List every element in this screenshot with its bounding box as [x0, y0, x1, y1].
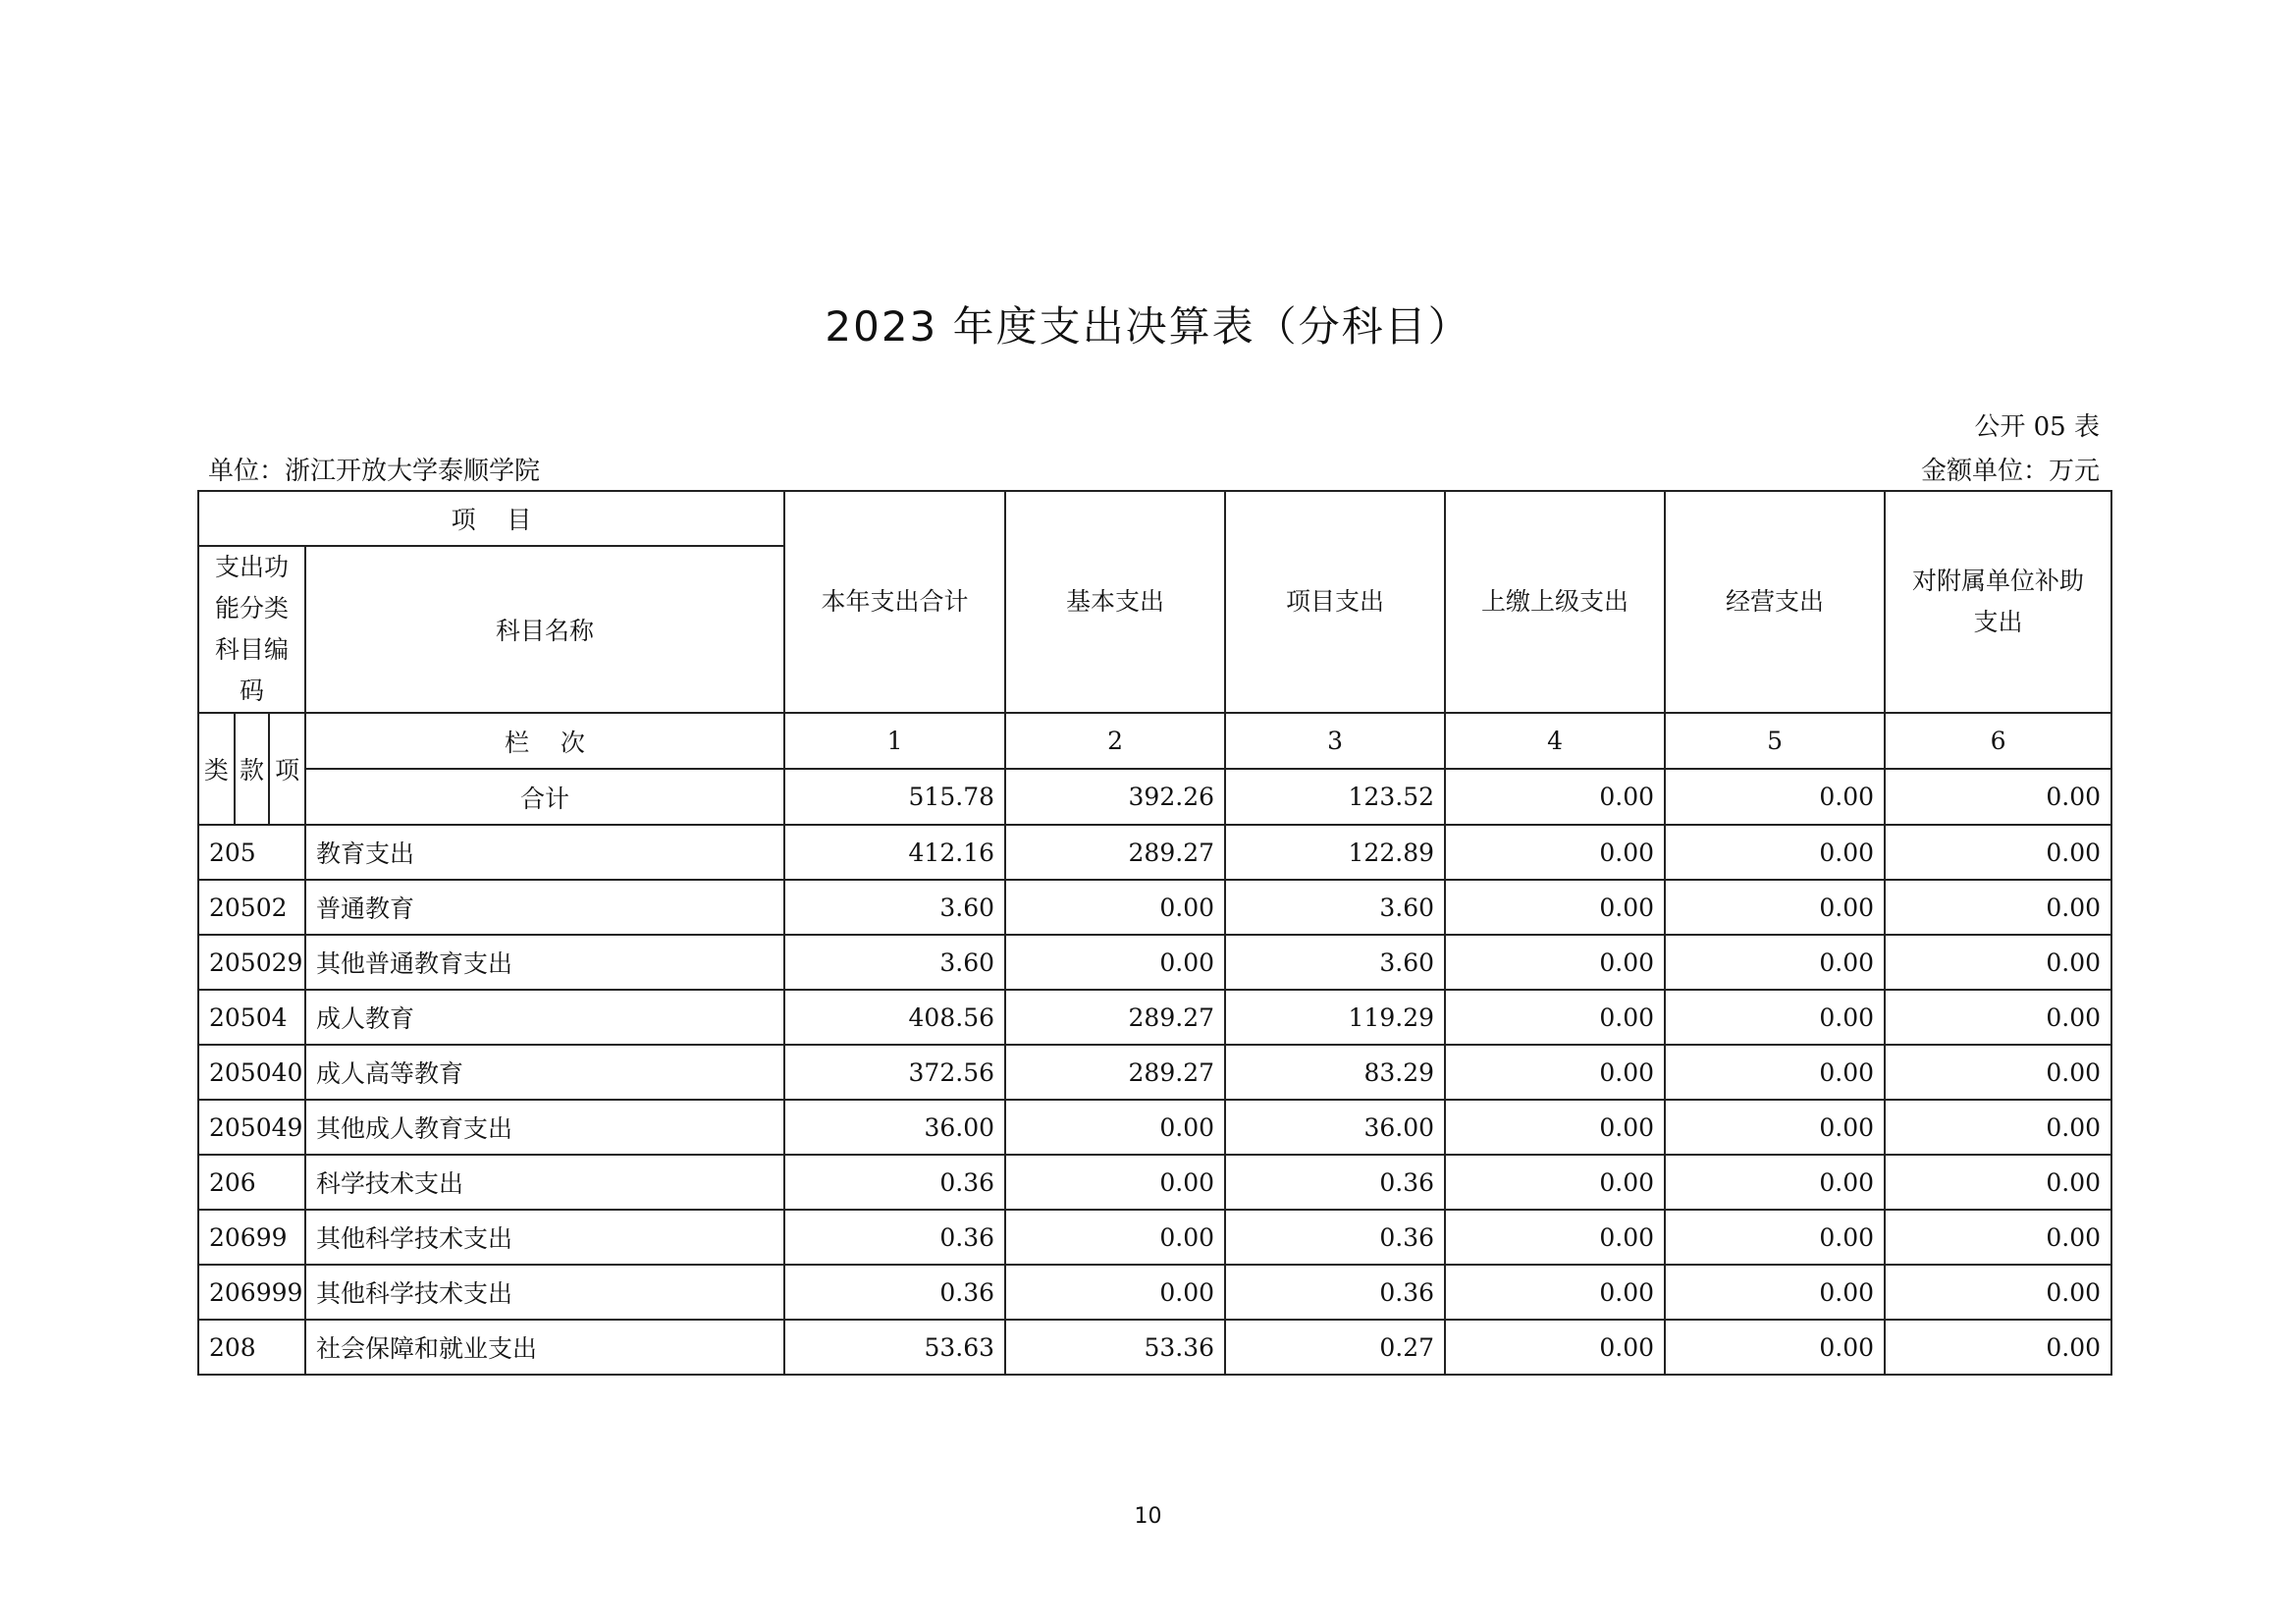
amount-cell: 412.16 — [784, 825, 1005, 880]
column-header: 基本支出 — [1005, 491, 1225, 713]
total-row — [198, 769, 2111, 825]
table-row — [198, 990, 2111, 1045]
column-header: 本年支出合计 — [784, 491, 1005, 713]
amount-cell: 0.00 — [1445, 1045, 1665, 1100]
amount-cell: 3.60 — [1225, 935, 1445, 990]
amount-cell: 0.00 — [1005, 1100, 1225, 1155]
amount-cell: 0.00 — [1885, 935, 2111, 990]
code-parts — [199, 714, 304, 824]
amount-cell: 0.00 — [1665, 1100, 1885, 1155]
amount-cell: 0.36 — [1225, 1265, 1445, 1320]
subject-code: 208 — [198, 1320, 305, 1375]
amount-cell: 0.00 — [1885, 1210, 2111, 1265]
subject-name: 普通教育 — [305, 880, 784, 935]
table-row — [198, 1265, 2111, 1320]
total-value: 0.00 — [1885, 769, 2111, 825]
table-row — [198, 825, 2111, 880]
amount-cell: 0.00 — [1445, 825, 1665, 880]
amount-cell: 408.56 — [784, 990, 1005, 1045]
total-value: 0.00 — [1445, 769, 1665, 825]
amount-cell: 0.00 — [1665, 990, 1885, 1045]
unit-label: 单位：浙江开放大学泰顺学院 — [208, 457, 541, 486]
code-part-item: 项 — [275, 756, 300, 785]
subject-name: 其他成人教育支出 — [305, 1100, 784, 1155]
amount-cell: 53.63 — [784, 1320, 1005, 1375]
amount-cell: 0.36 — [1225, 1155, 1445, 1210]
amount-cell: 36.00 — [1225, 1100, 1445, 1155]
amount-cell: 83.29 — [1225, 1045, 1445, 1100]
amount-cell: 0.00 — [1665, 935, 1885, 990]
subject-code: 205040 — [198, 1045, 305, 1100]
amount-cell: 122.89 — [1225, 825, 1445, 880]
amount-cell: 0.36 — [784, 1210, 1005, 1265]
amount-cell: 0.36 — [1225, 1210, 1445, 1265]
amount-cell: 0.00 — [1005, 880, 1225, 935]
subject-code: 20502 — [198, 880, 305, 935]
amount-cell: 0.00 — [1445, 990, 1665, 1045]
amount-cell: 0.00 — [1665, 1265, 1885, 1320]
amount-cell: 3.60 — [1225, 880, 1445, 935]
code-parts-cell — [198, 713, 305, 825]
amount-cell: 0.00 — [1445, 1320, 1665, 1375]
subject-code: 20699 — [198, 1210, 305, 1265]
amount-cell: 0.27 — [1225, 1320, 1445, 1375]
table-row — [198, 880, 2111, 935]
code-part-category: 类 — [199, 714, 235, 824]
table-row — [198, 1320, 2111, 1375]
amount-cell: 53.36 — [1005, 1320, 1225, 1375]
subject-code: 20504 — [198, 990, 305, 1045]
total-label: 合计 — [305, 769, 784, 825]
table-row — [198, 935, 2111, 990]
amount-cell: 289.27 — [1005, 1045, 1225, 1100]
column-header: 上缴上级支出 — [1445, 491, 1665, 713]
amount-cell: 0.36 — [784, 1155, 1005, 1210]
column-number: 4 — [1445, 713, 1665, 769]
subject-name: 成人教育 — [305, 990, 784, 1045]
column-header: 项目支出 — [1225, 491, 1445, 713]
amount-cell: 0.00 — [1445, 935, 1665, 990]
amount-cell: 0.00 — [1885, 825, 2111, 880]
page-number: 10 — [1134, 1504, 1162, 1529]
amount-cell: 36.00 — [784, 1100, 1005, 1155]
amount-cell: 0.00 — [1005, 1155, 1225, 1210]
expenditure-table — [197, 490, 2112, 1376]
amount-cell: 3.60 — [784, 880, 1005, 935]
subject-code: 206999 — [198, 1265, 305, 1320]
code-header: 支出功能分类科目编码 — [198, 546, 305, 713]
project-header: 项 目 — [198, 491, 784, 546]
column-number: 1 — [784, 713, 1005, 769]
amount-cell: 372.56 — [784, 1045, 1005, 1100]
amount-cell: 289.27 — [1005, 825, 1225, 880]
subject-code: 205049 — [198, 1100, 305, 1155]
total-value: 123.52 — [1225, 769, 1445, 825]
column-number: 3 — [1225, 713, 1445, 769]
column-number: 2 — [1005, 713, 1225, 769]
amount-cell: 0.00 — [1665, 1045, 1885, 1100]
amount-cell: 0.00 — [1885, 1320, 2111, 1375]
amount-cell: 0.00 — [1885, 990, 2111, 1045]
amount-cell: 0.00 — [1885, 880, 2111, 935]
row-label-header: 栏 次 — [305, 713, 784, 769]
table-row — [198, 1155, 2111, 1210]
subject-name: 成人高等教育 — [305, 1045, 784, 1100]
page-title: 2023 年度支出决算表（分科目） — [825, 302, 1471, 351]
subject-name-header: 科目名称 — [305, 546, 784, 713]
amount-cell: 0.00 — [1885, 1100, 2111, 1155]
amount-cell: 0.00 — [1665, 1155, 1885, 1210]
amount-cell: 0.00 — [1445, 1100, 1665, 1155]
total-value: 392.26 — [1005, 769, 1225, 825]
amount-cell: 0.00 — [1005, 1210, 1225, 1265]
amount-cell: 0.36 — [784, 1265, 1005, 1320]
subject-name: 其他科学技术支出 — [305, 1265, 784, 1320]
amount-cell: 0.00 — [1445, 1210, 1665, 1265]
subject-name: 其他普通教育支出 — [305, 935, 784, 990]
table-row — [198, 1045, 2111, 1100]
column-header: 对附属单位补助支出 — [1885, 491, 2111, 713]
amount-cell: 0.00 — [1445, 1155, 1665, 1210]
amount-cell: 0.00 — [1885, 1045, 2111, 1100]
subject-code: 206 — [198, 1155, 305, 1210]
total-value: 0.00 — [1665, 769, 1885, 825]
amount-cell: 0.00 — [1445, 880, 1665, 935]
table-row — [198, 1100, 2111, 1155]
amount-unit-label: 金额单位：万元 — [1920, 457, 2100, 486]
column-number: 6 — [1885, 713, 2111, 769]
subject-name: 科学技术支出 — [305, 1155, 784, 1210]
amount-cell: 0.00 — [1665, 880, 1885, 935]
subject-code: 205 — [198, 825, 305, 880]
subject-name: 社会保障和就业支出 — [305, 1320, 784, 1375]
amount-cell: 0.00 — [1005, 1265, 1225, 1320]
column-number: 5 — [1665, 713, 1885, 769]
subject-name: 教育支出 — [305, 825, 784, 880]
amount-cell: 0.00 — [1885, 1155, 2111, 1210]
subject-code: 205029 — [198, 935, 305, 990]
table-row — [198, 1210, 2111, 1265]
total-value: 515.78 — [784, 769, 1005, 825]
amount-cell: 0.00 — [1885, 1265, 2111, 1320]
amount-cell: 0.00 — [1665, 1210, 1885, 1265]
amount-cell: 0.00 — [1005, 935, 1225, 990]
amount-cell: 0.00 — [1665, 1320, 1885, 1375]
amount-cell: 0.00 — [1665, 825, 1885, 880]
form-number: 公开 05 表 — [1974, 412, 2100, 442]
column-header: 经营支出 — [1665, 491, 1885, 713]
amount-cell: 289.27 — [1005, 990, 1225, 1045]
subject-name: 其他科学技术支出 — [305, 1210, 784, 1265]
amount-cell: 0.00 — [1445, 1265, 1665, 1320]
code-part-section: 款 — [235, 714, 270, 824]
amount-cell: 119.29 — [1225, 990, 1445, 1045]
amount-cell: 3.60 — [784, 935, 1005, 990]
